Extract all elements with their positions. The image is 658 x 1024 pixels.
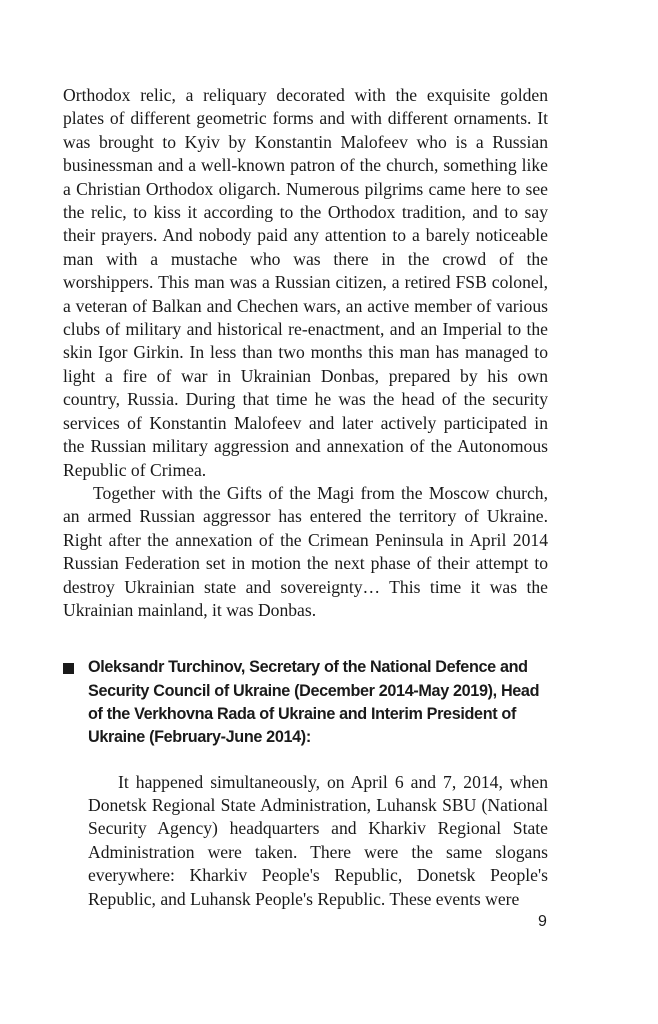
page-content: [63, 84, 548, 911]
main-text: [63, 84, 548, 622]
page-number: 9: [538, 913, 547, 930]
square-bullet-icon: [63, 663, 74, 674]
paragraph-girkin: Orthodox relic, a reliquary decorated with the exquisite golden plates of different geometric forms and with different ornaments. It was brought to Kyiv by Konstantin Malofeev who is a Russian businessman and a well-known patron of the church, something like a Christian Orthodox oligarch. Numerous pilgrims came here to see the relic, to kiss it according to the Orthodox tradition, and to say their prayers. And nobody paid any attention to a barely noticeable man with a mustache who was there in the crowd of the worshippers. This man was a Russian citizen, a retired FSB colonel, a veteran of Balkan and Chechen wars, an active member of various clubs of military and historical re-enactment, and an Imperial to the skin Igor Girkin. In less than two months this man has managed to light a fire of war in Ukrainian Donbas, prepared by his own country, Russia. During that time he was the head of the security services of Konstantin Malofeev and later actively participated in the Russian military aggression and annexation of the Autonomous Republic of Crimea.: [63, 85, 548, 480]
speaker-heading-block: [63, 656, 548, 749]
paragraph-donbas: Together with the Gifts of the Magi from the Moscow church, an armed Russian aggressor has entered the territory of Ukraine. Right after the annexation of the Crimean Peninsula in April 2014 Russian Federation set in motion the next phase of their attempt to destroy Ukrainian state and sovereignty… This time it was the Ukrainian mainland, it was Donbas.: [63, 482, 548, 620]
speaker-quote: [63, 771, 548, 911]
quote-paragraph: It happened simultaneously, on April 6 and 7, 2014, when Donetsk Regional State Administration, Luhansk SBU (National Security Agency) headquarters and Kharkiv Regional State Administration were taken. There were the same slogans everywhere: Kharkiv People's Republic, Donetsk People's Republic, and Luhansk People's Republic. These events were: [88, 771, 548, 909]
speaker-heading: Oleksandr Turchinov, Secretary of the National Defence and Security Council of Ukraine (December 2014-May 2019), Head of the Verkhovna Rada of Ukraine and Interim President of Ukraine (February-June 2014):: [88, 658, 540, 747]
